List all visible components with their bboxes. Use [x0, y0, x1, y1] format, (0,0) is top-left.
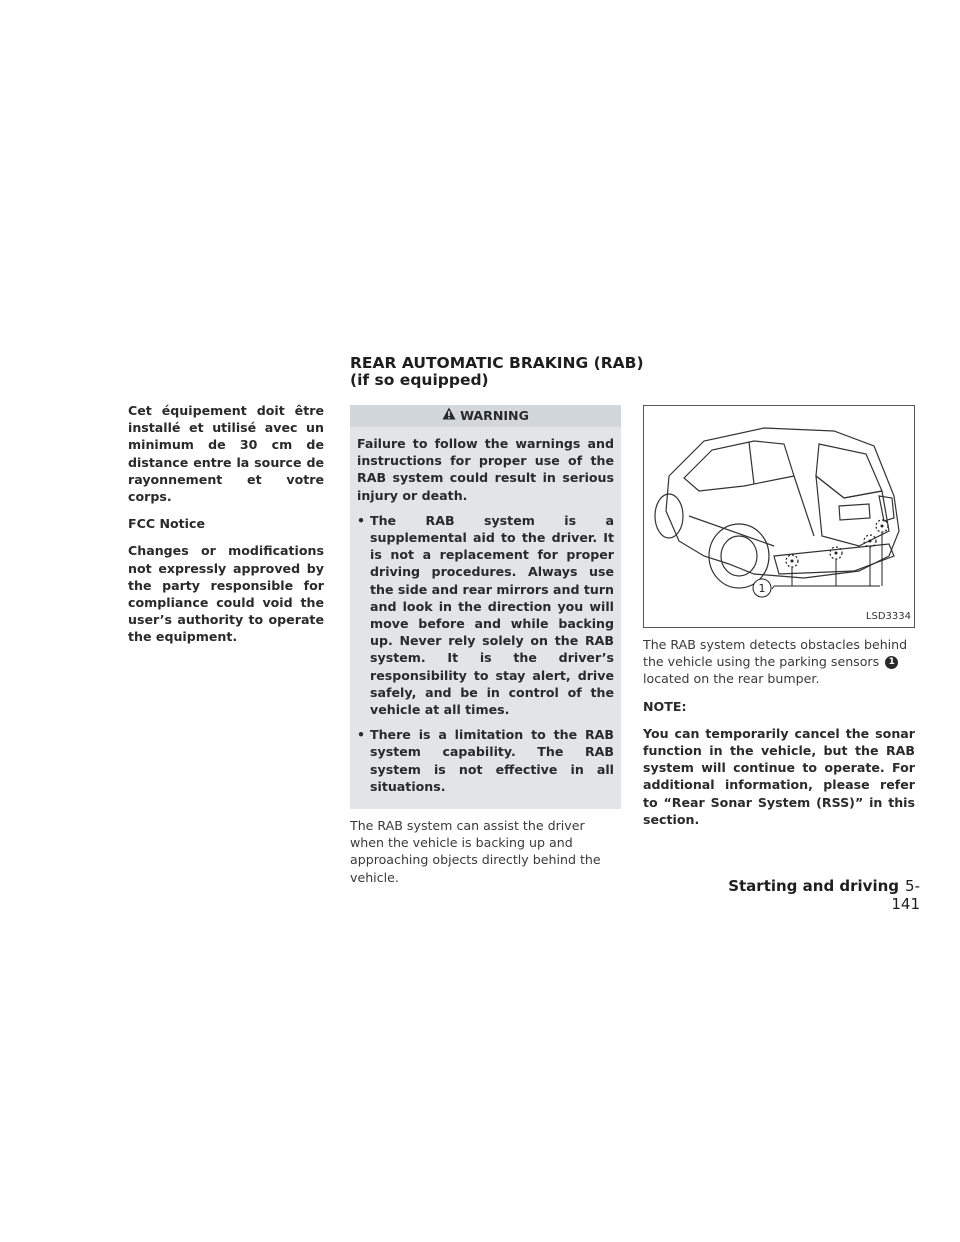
sensor-detect-text: The RAB system detects obstacles behind the vehicle using the parking sensors 1 located on the rear bumper. — [643, 637, 908, 687]
warning-box — [350, 405, 621, 809]
warning-bullet: • The RAB system is a supplemental aid to the driver. It is not a replacement for proper driving procedures. Always use the side and rear mirrors and turn and look in the direction you will move before and while backing up. Never rely solely on the RAB system. It is the driver’s responsibility to stay alert, drive safely, and be in control of the vehicle at all times. — [357, 512, 615, 718]
warning-bullet-text: The RAB system is a supplemental aid to the driver. It is not a replacement for proper driving procedures. Always use the side and rear mirrors and turn and look in the direction you will move before and while backing up. Never rely solely on the RAB system. It is the driver’s responsibility to stay alert, drive safely, and be in control of the vehicle at all times. — [370, 512, 615, 718]
note-text: You can temporarily cancel the sonar function in the vehicle, but the RAB system will continue to operate. For additional information, please refer to “Rear Sonar System (RSS)” in this section. — [643, 725, 915, 827]
vehicle-rear-drawing — [644, 406, 914, 627]
rab-assist-text: The RAB system can assist the driver when the vehicle is backing up and approaching objects directly behind the vehicle. — [350, 818, 601, 885]
right-column — [643, 405, 915, 838]
warning-heading: WARNING — [460, 408, 529, 424]
french-notice: Cet équipement doit être installé et utilisé avec un minimum de 30 cm de distance entre la source de rayonnement et votre corps. — [128, 403, 324, 505]
warning-header — [350, 405, 621, 427]
sensor-callout-marker: 1 — [885, 656, 898, 669]
page-footer — [700, 877, 920, 913]
warning-intro: Failure to follow the warnings and instructions for proper use of the RAB system could result in serious injury or death. — [357, 436, 614, 503]
left-column — [128, 402, 324, 656]
middle-column — [350, 405, 621, 896]
note-heading: NOTE: — [643, 698, 687, 714]
vehicle-rear-illustration — [643, 405, 915, 628]
figure-code: LSD3334 — [865, 610, 911, 622]
page-number: 5-141 — [891, 877, 920, 913]
warning-bullet-text: There is a limitation to the RAB system capability. The RAB system is not effective in all situations. — [370, 727, 614, 794]
footer-section-name: Starting and driving — [728, 877, 900, 895]
section-title: REAR AUTOMATIC BRAKING (RAB) (if so equipped) — [350, 354, 644, 389]
fcc-heading: FCC Notice — [128, 516, 206, 532]
figure-callout-number: 1 — [758, 582, 766, 595]
warning-bullet: • There is a limitation to the RAB system capability. The RAB system is not effective in all situations. — [357, 727, 614, 794]
fcc-text: Changes or modifications not expressly approved by the party responsible for compliance could void the user’s authority to operate the equipment. — [128, 543, 324, 645]
warning-triangle-icon — [442, 407, 456, 424]
